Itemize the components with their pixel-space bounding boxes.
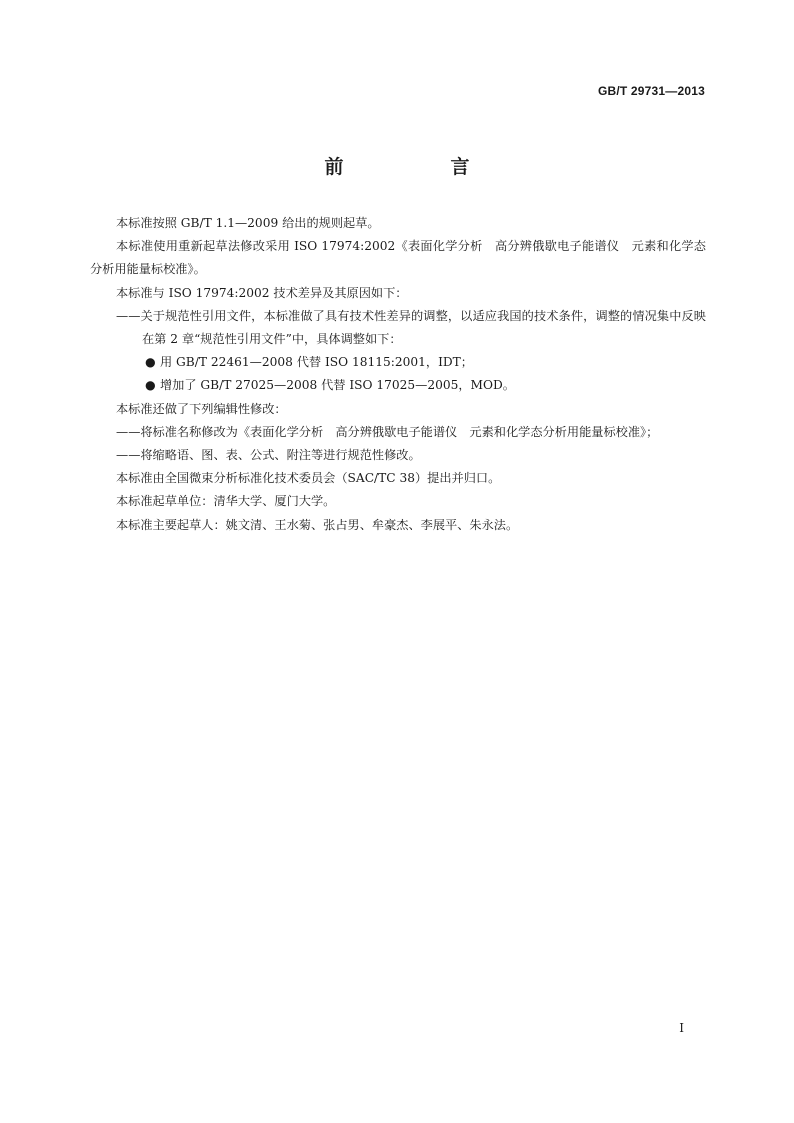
- bullet-text: 用 GB/T 22461—2008 代替 ISO 18115:2001，IDT；: [160, 355, 473, 370]
- paragraph-drafters: 本标准主要起草人：姚文清、王水菊、张占男、牟豪杰、李展平、朱永法。: [116, 517, 519, 532]
- bullet-item-2: [90, 374, 706, 397]
- paragraph-editorial-intro: 本标准还做了下列编辑性修改：: [116, 401, 287, 416]
- paragraph-drafting-units: 本标准起草单位：清华大学、厦门大学。: [116, 494, 336, 509]
- document-body: [90, 212, 706, 537]
- paragraph-proposer: 本标准由全国微束分析标准化技术委员会（SAC/TC 38）提出并归口。: [116, 471, 501, 486]
- paragraph-drafting-rule: 本标准按照 GB/T 1.1—2009 给出的规则起草。: [116, 216, 380, 230]
- page-number: I: [679, 1021, 684, 1035]
- bullet-icon: ●: [145, 378, 156, 393]
- page-title: 前 言: [324, 156, 514, 178]
- list-item-normative-references: ——关于规范性引用文件，本标准做了具有技术性差异的调整，以适应我国的技术条件，调整的情况集中反映在第 2 章“规范性引用文件”中，具体调整如下：: [116, 308, 706, 347]
- bullet-text: 增加了 GB/T 27025—2008 代替 ISO 17025—2005，MOD。: [160, 378, 515, 393]
- bullet-item-1: [90, 351, 706, 374]
- standard-code: GB/T 29731—2013: [597, 84, 705, 98]
- paragraph-adoption: 本标准使用重新起草法修改采用 ISO 17974:2002《表面化学分析 高分辨俄歇电子能谱仪 元素和化学态分析用能量标校准》。: [90, 239, 706, 277]
- bullet-icon: ●: [145, 355, 156, 370]
- list-item-title-change: ——将标准名称修改为《表面化学分析 高分辨俄歇电子能谱仪 元素和化学态分析用能量标校准》；: [116, 424, 659, 439]
- list-item-format-change: ——将缩略语、图、表、公式、附注等进行规范性修改。: [116, 448, 421, 463]
- paragraph-differences-intro: 本标准与 ISO 17974:2002 技术差异及其原因如下：: [116, 285, 408, 300]
